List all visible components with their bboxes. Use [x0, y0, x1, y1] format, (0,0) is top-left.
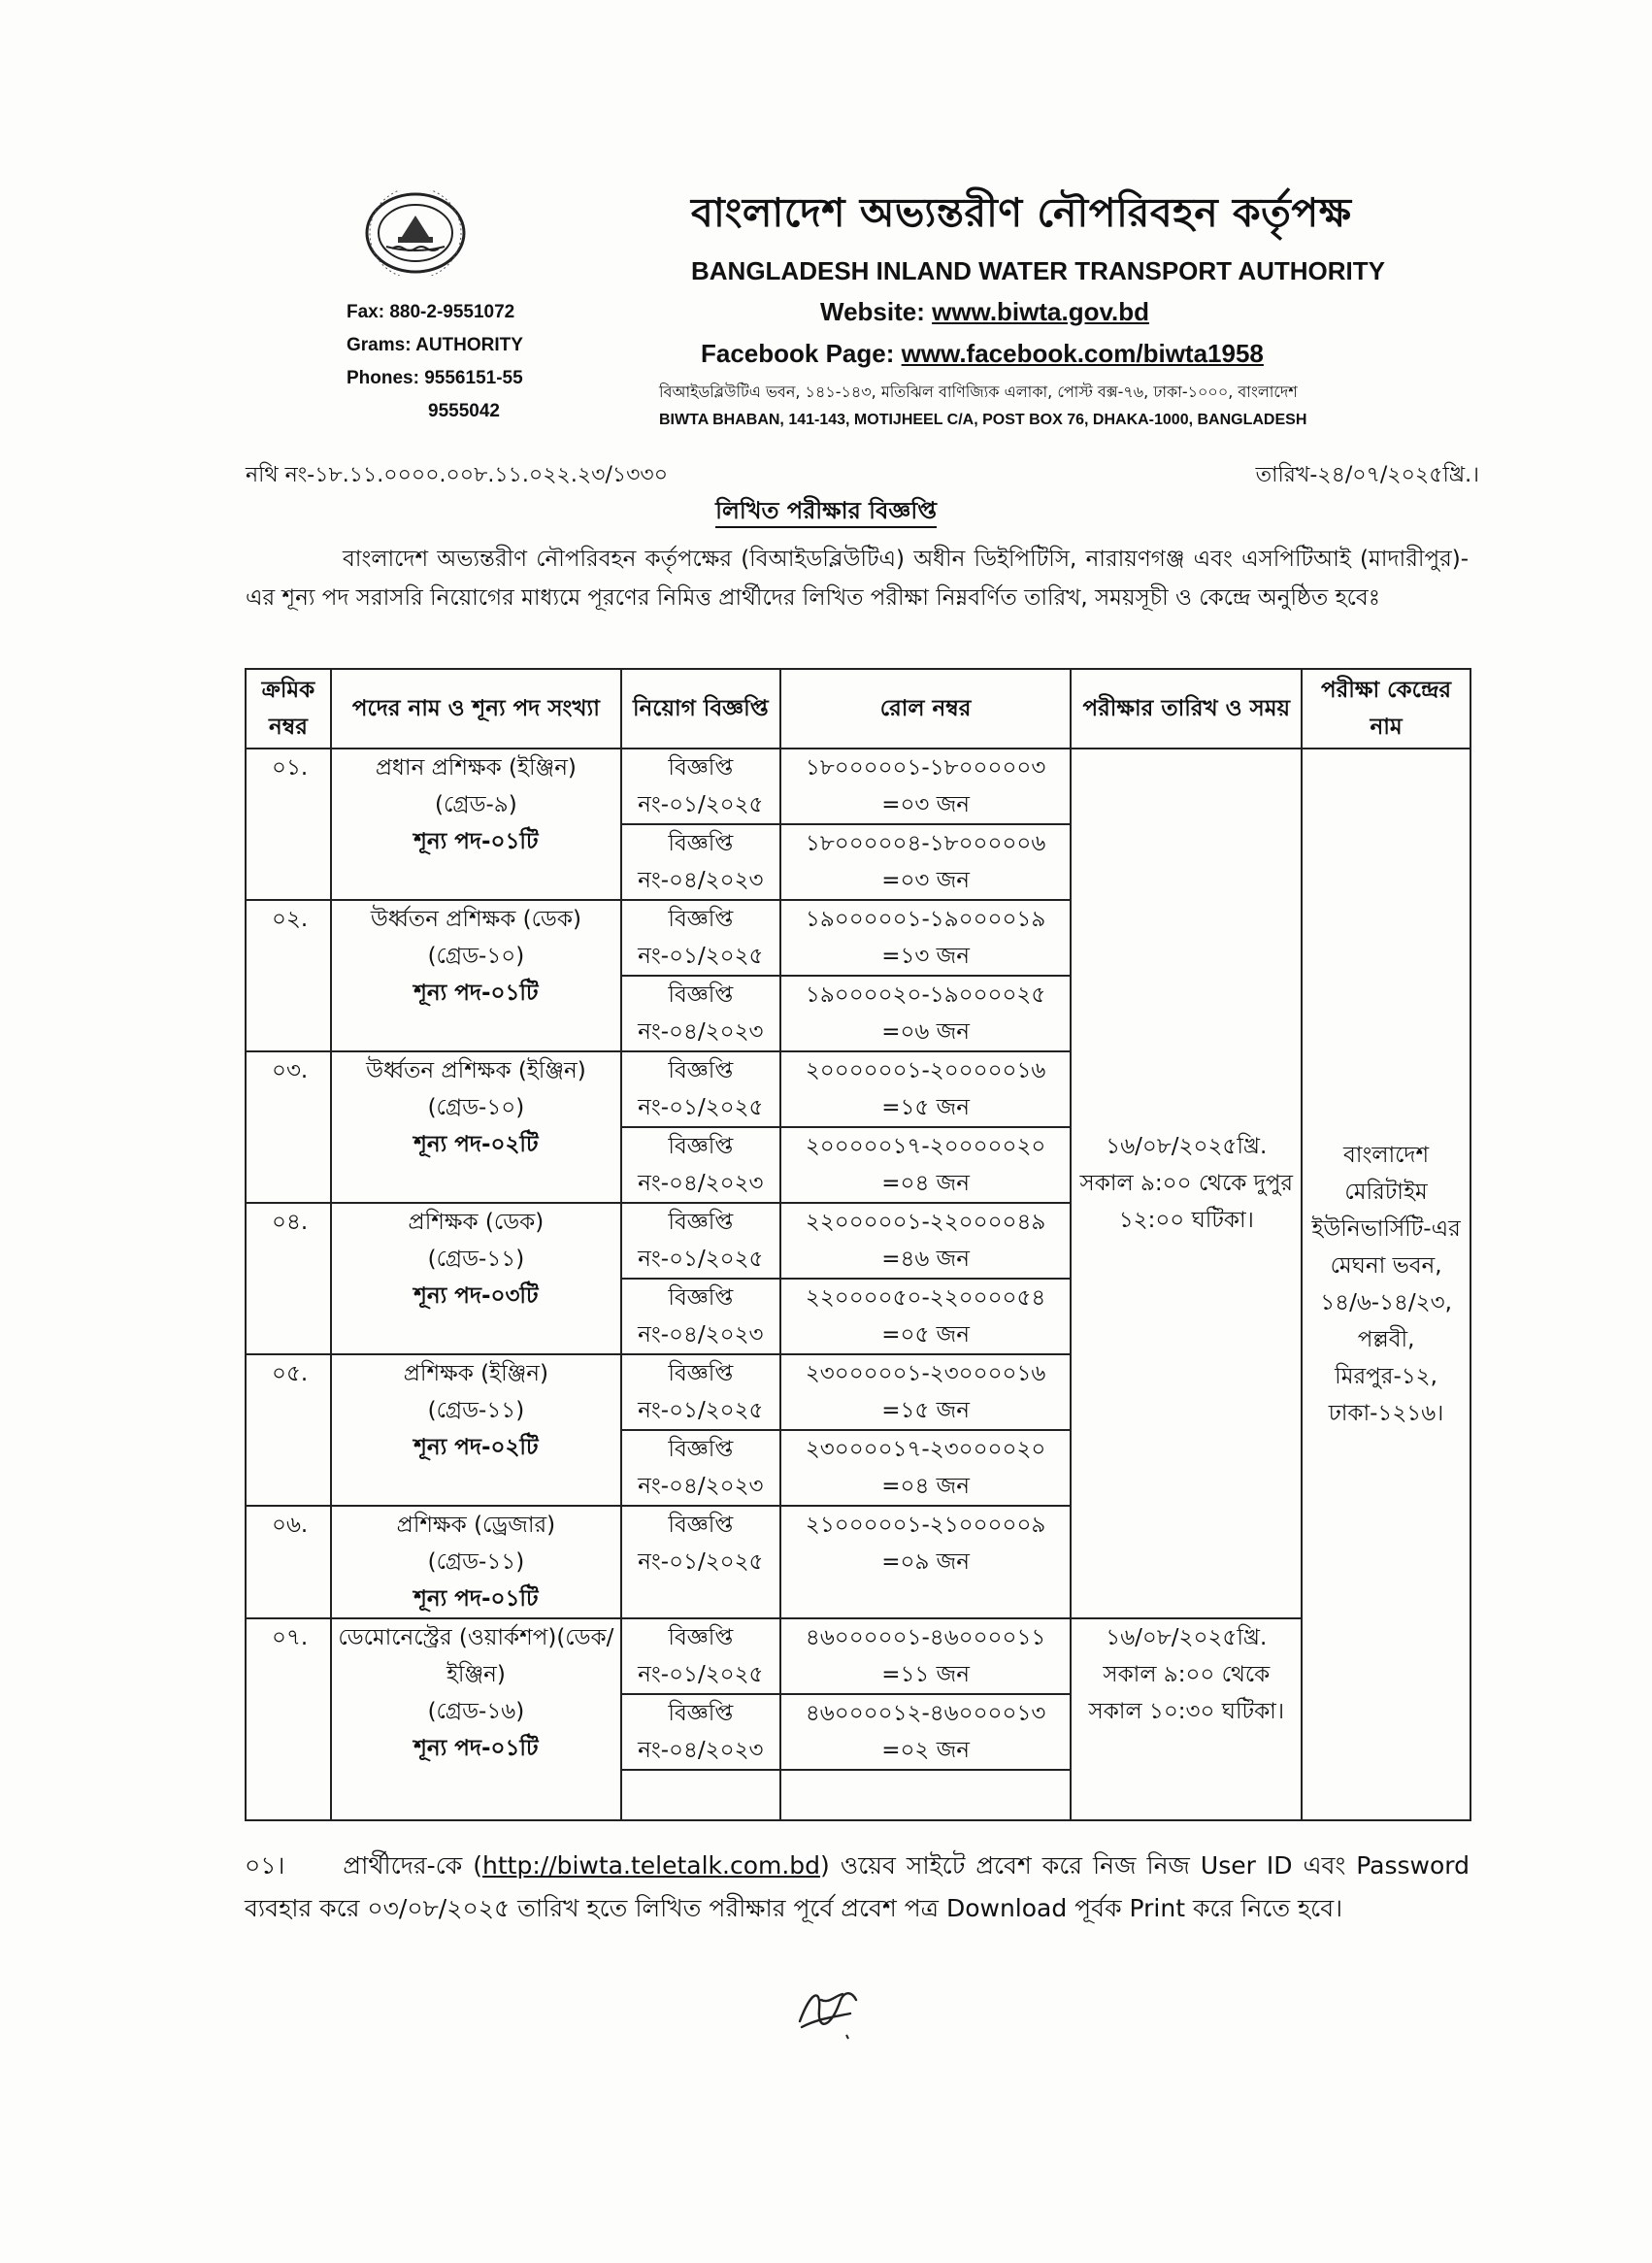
circular-cell: বিজ্ঞপ্তি নং-০৪/২০২৩	[621, 1279, 780, 1354]
roll-cell	[780, 1506, 1072, 1618]
post-cell	[331, 900, 621, 1051]
note-text-end: ) ওয়েব সাইটে প্রবেশ করে নিজ নিজ User ID এবং Password ব্যবহার করে ০৩/০৮/২০২৫ তারিখ হতে লিখিত পরীক্ষার পূর্বে প্রবেশ পত্র Download পূর্বক Print করে নিতে হবে।	[245, 1851, 1470, 1922]
table-row	[246, 749, 1470, 824]
post-vacancy: শূন্য পদ-০২টি	[413, 1132, 539, 1157]
phone-numbers: Phones: 9556151-55	[347, 368, 523, 388]
website-link[interactable]: www.biwta.gov.bd	[932, 297, 1149, 326]
post-cell	[331, 1051, 621, 1203]
candidate-count: =১৫ জন	[881, 1095, 970, 1120]
notice-title-text: লিখিত পরীক্ষার বিজ্ঞপ্তি	[715, 497, 937, 528]
memo-date: তারিখ-২৪/০৭/২০২৫খ্রি.।	[1255, 463, 1479, 487]
roll-cell	[780, 976, 1072, 1051]
circular-cell: বিজ্ঞপ্তি নং-০৪/২০২৩	[621, 1694, 780, 1770]
org-name-bangla: বাংলাদেশ অভ্যন্তরীণ নৌপরিবহন কর্তৃপক্ষ	[691, 189, 1352, 236]
exam-time-cell-2: ১৬/০৮/২০২৫খ্রি. সকাল ৯:০০ থেকে সকাল ১০:৩০ ঘটিকা।	[1071, 1618, 1302, 1820]
address-bangla: বিআইডব্লিউটিএ ভবন, ১৪১-১৪৩, মতিঝিল বাণিজ্যিক এলাকা, পোস্ট বক্স-৭৬, ঢাকা-১০০০, বাংলাদেশ	[659, 383, 1298, 401]
header-roll: রোল নম্বর	[780, 669, 1072, 749]
post-name: প্রধান প্রশিক্ষক (ইঞ্জিন)	[375, 755, 577, 781]
candidate-count: =১৫ জন	[881, 1398, 970, 1423]
exam-schedule-table	[245, 668, 1471, 1821]
roll-range: ২২০০০০৫০-২২০০০০৫৪	[805, 1285, 1046, 1311]
post-cell	[331, 1354, 621, 1506]
header-circular: নিয়োগ বিজ্ঞপ্তি	[621, 669, 780, 749]
facebook-label: Facebook Page:	[701, 339, 902, 368]
post-vacancy: শূন্য পদ-০৩টি	[413, 1283, 539, 1309]
circular-cell: বিজ্ঞপ্তি নং-০১/২০২৫	[621, 1354, 780, 1430]
circular-cell: বিজ্ঞপ্তি নং-০১/২০২৫	[621, 749, 780, 824]
contact-block	[347, 296, 523, 428]
serial-cell: ০৭.	[246, 1618, 331, 1820]
roll-cell	[780, 1203, 1072, 1279]
post-cell	[331, 749, 621, 900]
roll-cell	[780, 1051, 1072, 1127]
serial-cell: ০৩.	[246, 1051, 331, 1203]
roll-range: ২৩০০০০০১-২৩০০০০১৬	[805, 1361, 1046, 1386]
post-name: প্রশিক্ষক (ডেক)	[408, 1210, 545, 1235]
post-vacancy: শূন্য পদ-০২টি	[413, 1435, 539, 1460]
roll-range: ২৩০০০০১৭-২৩০০০০২০	[805, 1437, 1046, 1462]
grams: Grams: AUTHORITY	[347, 335, 523, 355]
post-name: ডেমোনেস্ট্রের (ওয়ার্কশপ)(ডেক/ইঞ্জিন)	[338, 1625, 614, 1687]
post-name: উর্ধ্বতন প্রশিক্ষক (ইঞ্জিন)	[366, 1058, 586, 1083]
roll-cell	[780, 1354, 1072, 1430]
website-line	[820, 297, 1149, 327]
table-header-row	[246, 669, 1470, 749]
intro-text: বাংলাদেশ অভ্যন্তরীণ নৌপরিবহন কর্তৃপক্ষের (বিআইডব্লিউটিএ) অধীন ডিইপিটিসি, নারায়ণগঞ্জ এবং এসপিটিআই (মাদারীপুর)-এর শূন্য পদ সরাসরি নিয়োগের মাধ্যমে পূরণের নিমিত্ত প্রার্থীদের লিখিত পরীক্ষা নিম্নবর্ণিত তারিখ, সময়সূচী ও কেন্দ্রে অনুষ্ঠিত হবেঃ	[246, 547, 1469, 611]
serial-cell: ০৬.	[246, 1506, 331, 1618]
instruction-note	[245, 1845, 1470, 1930]
roll-range: ৪৬০০০০১২-৪৬০০০০১৩	[805, 1701, 1046, 1726]
circular-cell: বিজ্ঞপ্তি নং-০১/২০২৫	[621, 1506, 780, 1618]
post-vacancy: শূন্য পদ-০১টি	[413, 829, 539, 854]
post-cell	[331, 1203, 621, 1354]
candidate-count: =০৫ জন	[881, 1322, 970, 1348]
post-grade: (গ্রেড-১১)	[427, 1549, 525, 1575]
website-label: Website:	[820, 297, 933, 326]
roll-range: ১৯০০০০২০-১৯০০০০২৫	[805, 982, 1046, 1008]
roll-cell	[780, 900, 1072, 976]
roll-range: ১৮০০০০০১-১৮০০০০০৩	[805, 755, 1046, 781]
serial-cell: ০৪.	[246, 1203, 331, 1354]
circular-cell: বিজ্ঞপ্তি নং-০১/২০২৫	[621, 1618, 780, 1694]
exam-center-cell: বাংলাদেশ মেরিটাইম ইউনিভার্সিটি-এর মেঘনা ভবন, ১৪/৬-১৪/২৩, পল্লবী, মিরপুর-১২, ঢাকা-১২১৬।	[1302, 749, 1470, 1820]
candidate-count: =৪৬ জন	[881, 1247, 970, 1272]
candidate-count: =০৪ জন	[881, 1474, 970, 1499]
roll-cell	[780, 1127, 1072, 1203]
candidate-count: =০৬ জন	[881, 1019, 971, 1045]
candidate-count: =১৩ জন	[881, 944, 970, 969]
post-grade: (গ্রেড-১১)	[427, 1247, 525, 1272]
candidate-count: =০৯ জন	[881, 1549, 970, 1575]
candidate-count: =০৩ জন	[881, 792, 971, 817]
header-serial: ক্রমিক নম্বর	[246, 669, 331, 749]
header-post: পদের নাম ও শূন্য পদ সংখ্যা	[331, 669, 621, 749]
circular-cell: বিজ্ঞপ্তি নং-০৪/২০২৩	[621, 824, 780, 900]
post-grade: (গ্রেড-১০)	[427, 1095, 525, 1120]
teletalk-link[interactable]: http://biwta.teletalk.com.bd	[482, 1851, 821, 1880]
empty-cell	[621, 1770, 780, 1820]
post-cell	[331, 1506, 621, 1618]
circular-cell: বিজ্ঞপ্তি নং-০৪/২০২৩	[621, 976, 780, 1051]
circular-cell: বিজ্ঞপ্তি নং-০৪/২০২৩	[621, 1127, 780, 1203]
table-row	[246, 1618, 1470, 1694]
serial-cell: ০১.	[246, 749, 331, 900]
post-name: প্রশিক্ষক (ইঞ্জিন)	[403, 1361, 549, 1386]
roll-range: ২২০০০০০১-২২০০০০৪৯	[805, 1210, 1046, 1235]
candidate-count: =০৩ জন	[881, 868, 971, 893]
signature-mark	[792, 1971, 870, 2044]
candidate-count: =০২ জন	[881, 1738, 971, 1763]
roll-cell	[780, 1430, 1072, 1506]
roll-range: ২০০০০০০১-২০০০০০১৬	[805, 1058, 1046, 1083]
post-vacancy: শূন্য পদ-০১টি	[413, 981, 539, 1006]
roll-range: ১৯০০০০০১-১৯০০০০১৯	[805, 907, 1046, 932]
note-number: ০১।	[245, 1851, 285, 1880]
candidate-count: =০৪ জন	[881, 1171, 970, 1196]
circular-cell: বিজ্ঞপ্তি নং-০১/২০২৫	[621, 900, 780, 976]
roll-cell	[780, 749, 1072, 824]
reference-number: নথি নং-১৮.১১.০০০০.০০৮.১১.০২২.২৩/১৩৩০	[246, 463, 669, 487]
post-name: উর্ধ্বতন প্রশিক্ষক (ডেক)	[370, 907, 581, 932]
post-grade: (গ্রেড-১৬)	[427, 1699, 525, 1724]
circular-cell: বিজ্ঞপ্তি নং-০১/২০২৫	[621, 1051, 780, 1127]
header-exam-time: পরীক্ষার তারিখ ও সময়	[1071, 669, 1302, 749]
notice-title	[0, 493, 1652, 532]
roll-range: ৪৬০০০০০১-৪৬০০০০১১	[805, 1625, 1046, 1650]
post-vacancy: শূন্য পদ-০১টি	[413, 1736, 539, 1761]
roll-range: ১৮০০০০০৪-১৮০০০০০৬	[805, 831, 1046, 856]
post-name: প্রশিক্ষক (ড্রেজার)	[396, 1513, 556, 1538]
post-grade: (গ্রেড-১১)	[427, 1398, 525, 1423]
roll-cell	[780, 824, 1072, 900]
circular-cell: বিজ্ঞপ্তি নং-০১/২০২৫	[621, 1203, 780, 1279]
header-center: পরীক্ষা কেন্দ্রের নাম	[1302, 669, 1470, 749]
phone-numbers-extra: 9555042	[428, 401, 500, 421]
roll-range: ২১০০০০০১-২১০০০০০৯	[805, 1513, 1046, 1538]
circular-cell: বিজ্ঞপ্তি নং-০৪/২০২৩	[621, 1430, 780, 1506]
fax-number: Fax: 880-2-9551072	[347, 302, 515, 322]
roll-cell	[780, 1618, 1072, 1694]
roll-cell	[780, 1279, 1072, 1354]
post-grade: (গ্রেড-৯)	[435, 792, 517, 817]
post-grade: (গ্রেড-১০)	[427, 944, 525, 969]
org-name-english: BANGLADESH INLAND WATER TRANSPORT AUTHORITY	[691, 256, 1385, 285]
post-vacancy: শূন্য পদ-০১টি	[413, 1586, 539, 1612]
biwta-seal-logo	[363, 190, 468, 276]
serial-cell: ০৫.	[246, 1354, 331, 1506]
intro-paragraph	[246, 540, 1469, 617]
roll-cell	[780, 1694, 1072, 1770]
facebook-link[interactable]: www.facebook.com/biwta1958	[901, 339, 1264, 368]
post-cell	[331, 1618, 621, 1820]
address-english: BIWTA BHABAN, 141-143, MOTIJHEEL C/A, POST BOX 76, DHAKA-1000, BANGLADESH	[659, 412, 1307, 428]
serial-cell: ০২.	[246, 900, 331, 1051]
empty-cell	[780, 1770, 1072, 1820]
note-text-start: প্রার্থীদের-কে (	[343, 1851, 483, 1880]
roll-range: ২০০০০০১৭-২০০০০০২০	[805, 1134, 1046, 1159]
candidate-count: =১১ জন	[881, 1662, 970, 1687]
facebook-line	[701, 339, 1264, 369]
exam-time-cell: ১৬/০৮/২০২৫খ্রি. সকাল ৯:০০ থেকে দুপুর ১২:০০ ঘটিকা।	[1071, 749, 1302, 1618]
